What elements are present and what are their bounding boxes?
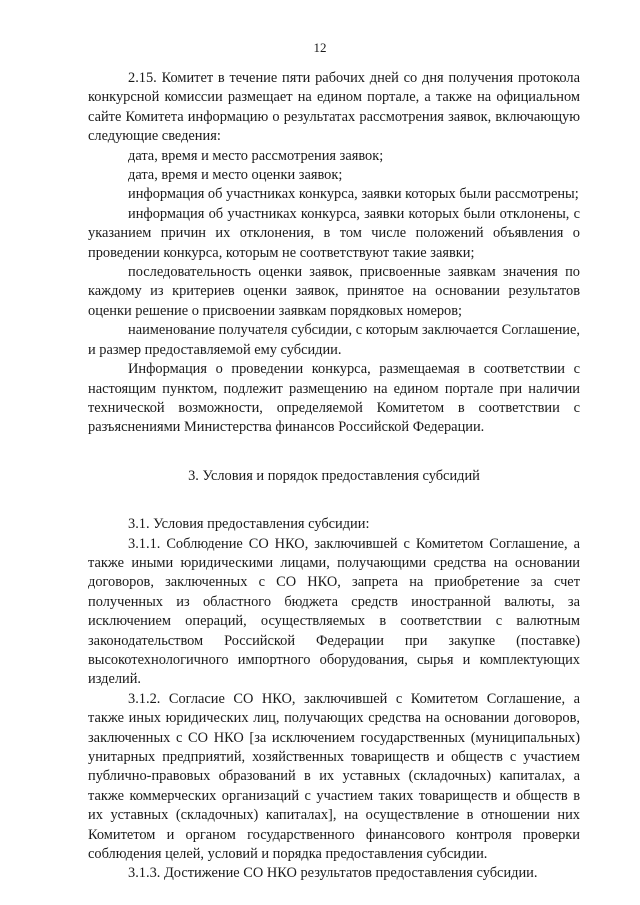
list-item: последовательность оценки заявок, присвоенные заявкам значения по каждому из критериев оценки заявок, принятое на основании результатов оценки решение о присвоении заявкам порядковых номеров; xyxy=(88,264,580,319)
paragraph: Информация о проведении конкурса, размещаемая в соответствии с настоящим пунктом, подлежит размещению на едином портале при наличии технической возможности, определяемой Комитетом в соответствии с разъяснениями Министерства финансов Российской Федерации. xyxy=(88,361,580,436)
document-body xyxy=(88,69,580,884)
list-item: информация об участниках конкурса, заявки которых были рассмотрены; xyxy=(128,186,579,203)
list-item: дата, время и место оценки заявок; xyxy=(128,167,343,184)
paragraph: 3.1.1. Соблюдение СО НКО, заключившей с Комитетом Соглашение, а также иными юридическими лицами, получающими средства на основании договоров, заключенных с СО НКО, запрета на приобретение за счет полученных из областного бюджета средств иностранной валюты, за исключением операций, осуществляемых в соответствии с валютным законодательством Российской Федерации при закупке (поставке) высокотехнологичного импортного оборудования, сырья и комплектующих изделий. xyxy=(88,535,580,688)
paragraph: 3.1.2. Согласие СО НКО, заключившей с Комитетом Соглашение, а также иных юридических лиц, получающих средства на основании договоров, заключенных с СО НКО [за исключением государственных (муниципальных) унитарных предприятий, хозяйственных товариществ и обществ с участием публично-правовых образований в их уставных (складочных) капиталах, а также коммерческих организаций с участием таких товариществ и обществ в их уставных (складочных) капиталах], на осуществление в отношении них Комитетом и органом государственного финансового контроля проверки соблюдения целей, условий и порядка предоставления субсидии. xyxy=(88,690,580,863)
page-number: 12 xyxy=(313,40,327,55)
paragraph: 2.15. Комитет в течение пяти рабочих дней со дня получения протокола конкурсной комиссии размещает на едином портале, а также на официальном сайте Комитета информацию о результатах рассмотрения заявок, включающую следующие сведения: xyxy=(88,70,580,145)
paragraph: 3.1.3. Достижение СО НКО результатов предоставления субсидии. xyxy=(128,865,538,882)
section-heading: 3. Условия и порядок предоставления субсидий xyxy=(188,467,480,484)
list-item: дата, время и место рассмотрения заявок; xyxy=(128,147,384,164)
paragraph: 3.1. Условия предоставления субсидии: xyxy=(128,516,370,533)
list-item: информация об участниках конкурса, заявки которых были отклонены, с указанием причин их отклонения, в том числе положений объявления о проведении конкурса, которым не соответствуют такие заявки; xyxy=(88,205,580,261)
list-item: наименование получателя субсидии, с которым заключается Соглашение, и размер предоставляемой ему субсидии. xyxy=(88,322,580,358)
